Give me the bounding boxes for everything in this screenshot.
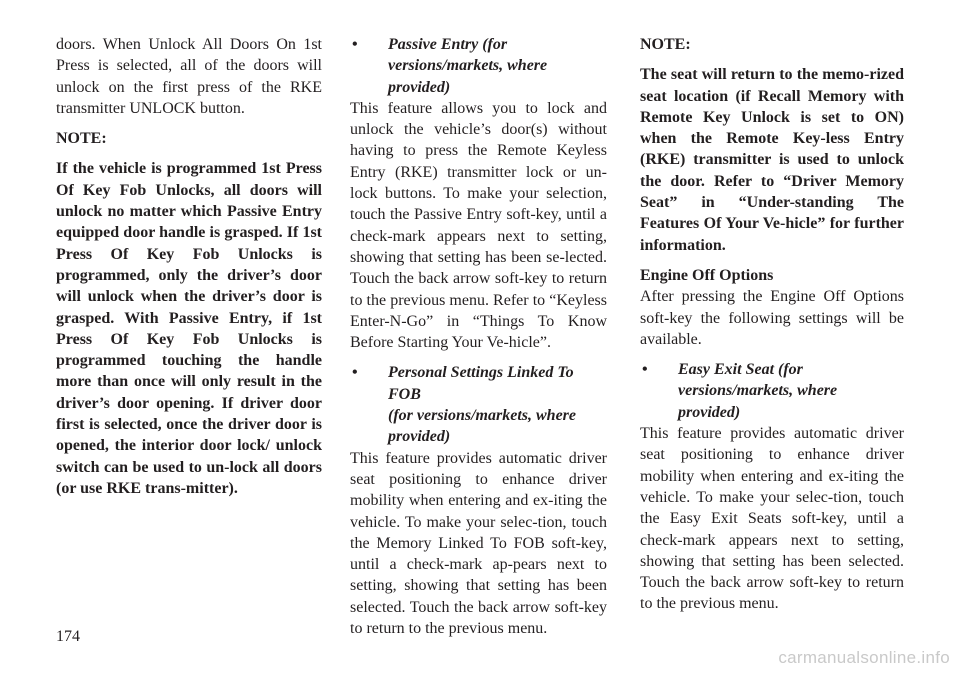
bullet-heading-line: Easy Exit Seat (for: [678, 361, 803, 379]
body-paragraph: This feature allows you to lock and unlock the vehicle’s door(s) without having to press the Remote Keyless Entry (RKE) transmitter lock or un-lock buttons. To make your selection, touch the Passive Entry soft-key, until a check-mark appears next to setting, showing that setting has been se-lected. Touch the back arrow soft-key to return to the previous menu. Refer to “Keyless Enter-N-Go” in “Things To Know Before Starting Your Ve-hicle”.: [350, 99, 607, 352]
note-text: If the vehicle is programmed 1st Press Of Key Fob Unlocks, all doors will unlock no matter which Passive Entry equipped door handle is grasped. If 1st Press Of Key Fob Unlocks is programmed, only the driver’s door will unlock when the driver’s door is grasped. With Passive Entry, if 1st Press Of Key Fob Unlocks is programmed touching the handle more than once will only result in the driver’s door opening. If driver door first is selected, once the driver door is opened, the interior door lock/ unlock switch can be used to un-lock all doors (or use RKE trans-mitter).: [56, 160, 322, 497]
bullet-heading-line: provided): [678, 403, 741, 421]
bullet-heading-passive-entry: [350, 34, 607, 98]
bullet-heading-line: versions/markets, where: [388, 57, 548, 75]
bullet-icon: •: [642, 361, 648, 379]
body-paragraph: This feature provides automatic driver seat positioning to enhance driver mobility when entering and ex-iting the vehicle. To make your selec-tion, touch the Memory Linked To FOB soft-key, until a check-mark ap-pears next to setting, showing that setting has been selected. Touch the back arrow soft-key to return to the previous menu.: [350, 449, 607, 638]
bullet-heading-line: Personal Settings Linked To FOB: [388, 364, 574, 403]
note-text: The seat will return to the memo-rized seat location (if Recall Memory with Remote Key Unlock is set to ON) when the Remote Key-less Entry (RKE) transmitter is used to unlock the door. Refer to “Driver Memory Seat” in “Under-standing The Features Of Your Ve-hicle” for further information.: [640, 66, 904, 254]
note-label: NOTE:: [56, 130, 107, 148]
body-paragraph: This feature provides automatic driver seat positioning to enhance driver mobility when entering and ex-iting the vehicle. To make your selec-tion, touch the Easy Exit Seats soft-key, until a check-mark appears next to setting, showing that setting has been selected. Touch the back arrow soft-key to return to the previous menu.: [640, 425, 904, 613]
bullet-icon: •: [352, 36, 358, 53]
column-middle: [350, 34, 607, 639]
body-paragraph: doors. When Unlock All Doors On 1st Press is selected, all of the doors will unlock on the first press of the RKE transmitter UNLOCK button.: [56, 36, 322, 117]
bullet-heading-line: versions/markets, where: [678, 382, 838, 400]
column-right: [640, 34, 904, 615]
bullet-heading-easy-exit-seat: [640, 359, 904, 423]
bullet-heading-line: Passive Entry (for: [388, 36, 508, 53]
bullet-heading-line: (for versions/markets, where: [388, 407, 576, 425]
bullet-heading-personal-settings: [350, 362, 607, 447]
watermark: carmanualsonline.info: [778, 648, 950, 667]
section-heading: Engine Off Options: [640, 266, 774, 284]
bullet-heading-line: provided): [388, 78, 451, 96]
body-paragraph: After pressing the Engine Off Options soft-key the following settings will be available.: [640, 288, 904, 348]
bullet-heading-line: provided): [388, 428, 451, 446]
note-label: NOTE:: [640, 36, 691, 53]
bullet-icon: •: [352, 364, 358, 382]
page-number: 174: [56, 628, 80, 645]
column-left: [56, 34, 322, 499]
